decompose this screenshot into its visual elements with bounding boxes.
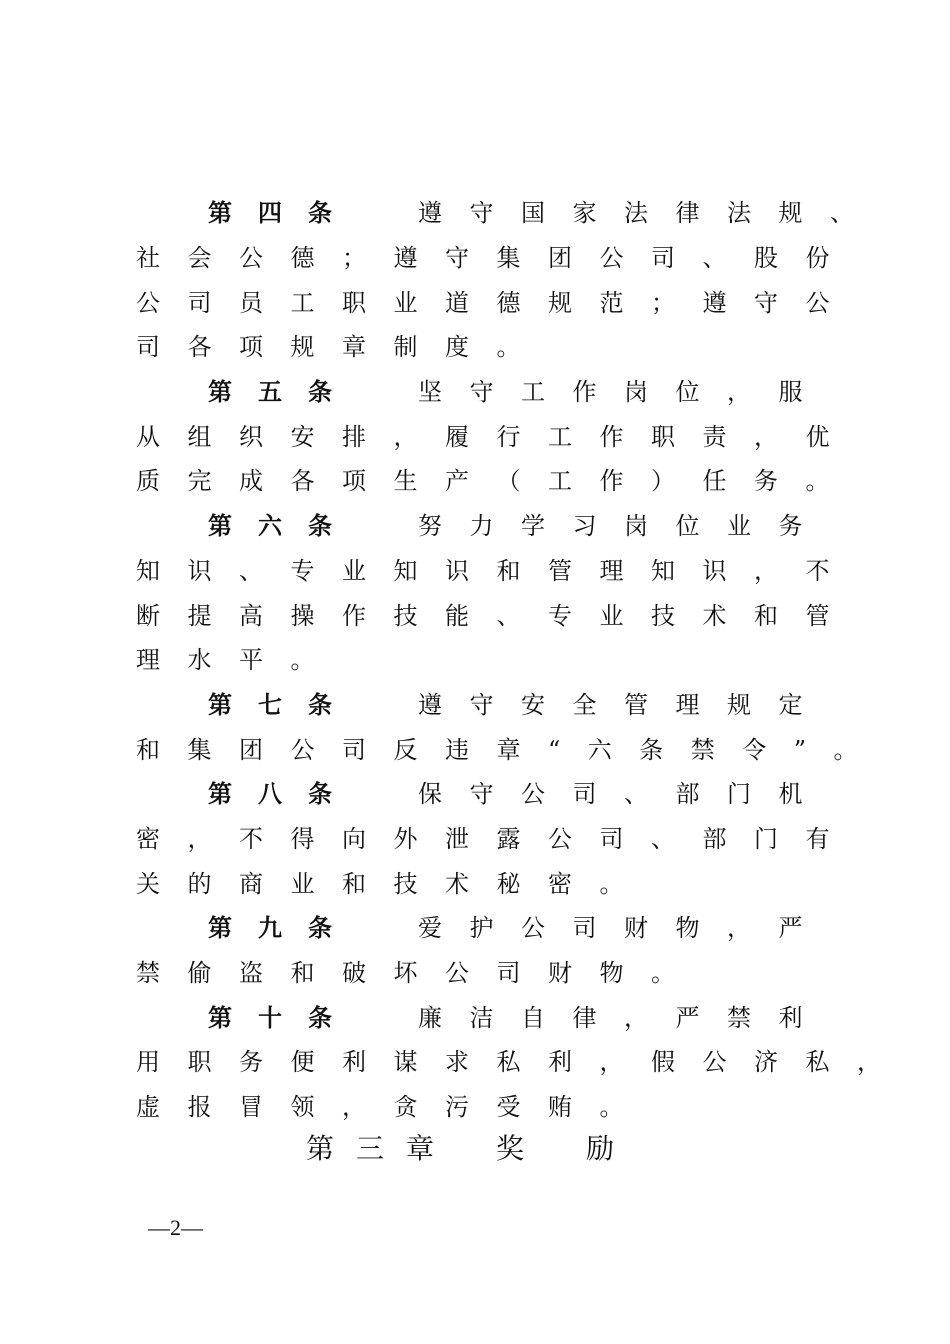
article-9-line-2: 禁偷盗和破坏公司财物。 xyxy=(136,959,703,987)
article-5-line-1: 坚守工作岗位，服 xyxy=(418,378,830,406)
article-6-line-2: 知识、专业知识和管理知识，不 xyxy=(136,557,857,585)
article-10-line-1: 廉洁自律，严禁利 xyxy=(418,1004,830,1032)
article-9-line-1: 爱护公司财物，严 xyxy=(418,914,830,942)
article-6-line-3: 断提高操作技能、专业技术和管 xyxy=(136,602,857,630)
article-4-line-4: 司各项规章制度。 xyxy=(136,333,548,361)
article-5-line-3: 质完成各项生产（工作）任务。 xyxy=(136,467,857,495)
article-8-line-3: 关的商业和技术秘密。 xyxy=(136,870,651,898)
article-7-heading: 第七条 xyxy=(208,690,358,719)
article-9-heading: 第九条 xyxy=(208,913,358,942)
article-5-line-2: 从组织安排，履行工作职责，优 xyxy=(136,423,857,451)
article-4-heading: 第四条 xyxy=(208,198,358,227)
article-8-line-2: 密，不得向外泄露公司、部门有 xyxy=(136,825,857,853)
article-7-line-1: 遵守安全管理规定 xyxy=(418,691,830,719)
article-10-line-3: 虚报冒领，贪污受贿。 xyxy=(136,1093,651,1121)
article-8-heading: 第八条 xyxy=(208,779,358,808)
article-6-heading: 第六条 xyxy=(208,511,358,540)
page-number: —2— xyxy=(148,1215,203,1240)
chapter-title-a: 奖 xyxy=(496,1132,547,1165)
chapter-number: 第三章 xyxy=(306,1132,457,1165)
article-6-line-4: 理水平。 xyxy=(136,646,342,674)
article-4-line-1: 遵守国家法律法规、 xyxy=(418,199,882,227)
article-6-line-1: 努力学习岗位业务 xyxy=(418,512,830,540)
article-10-line-2: 用职务便利谋求私利，假公济私， xyxy=(136,1048,909,1076)
article-10-heading: 第十条 xyxy=(208,1003,358,1032)
article-4-line-3: 公司员工职业道德规范；遵守公 xyxy=(136,289,857,317)
article-7-line-2: 和集团公司反违章“六条禁令”。 xyxy=(136,736,886,764)
article-4-line-2: 社会公德；遵守集团公司、股份 xyxy=(136,244,857,272)
chapter-heading xyxy=(306,1127,636,1167)
article-5-heading: 第五条 xyxy=(208,377,358,406)
chapter-title-b: 励 xyxy=(586,1132,637,1165)
article-8-line-1: 保守公司、部门机 xyxy=(418,780,830,808)
